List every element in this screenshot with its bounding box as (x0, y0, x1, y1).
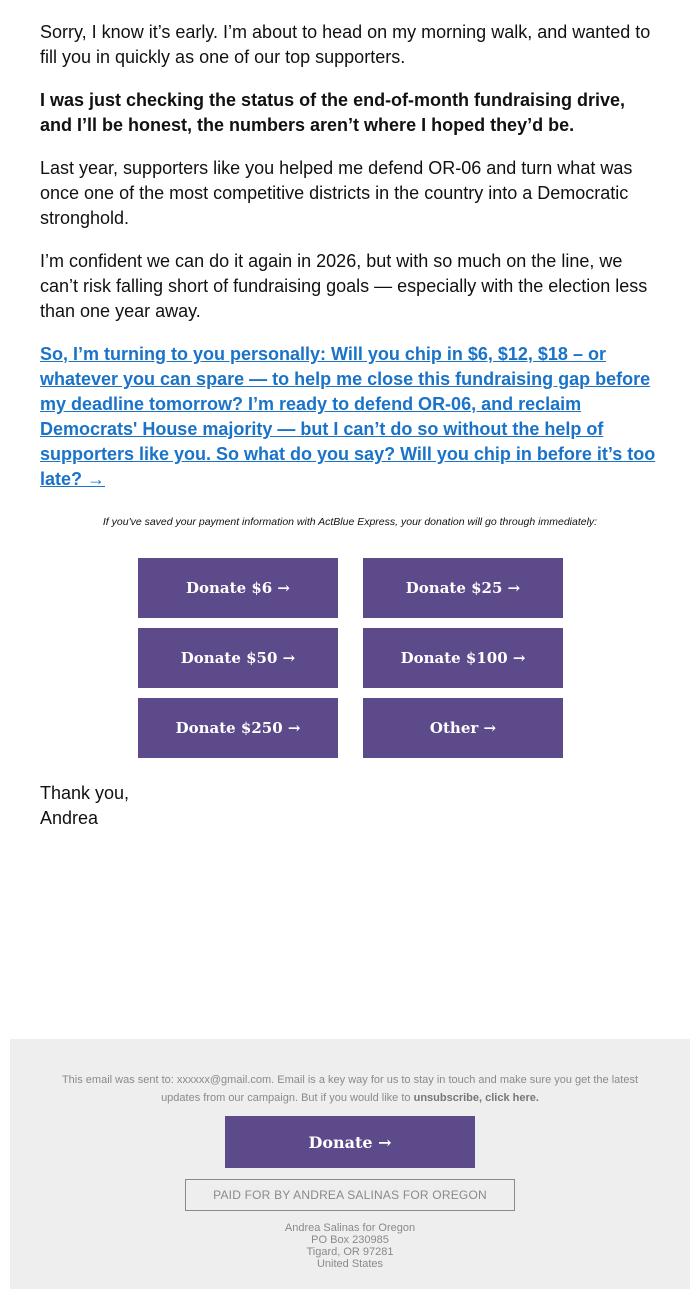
donate-100-button[interactable]: Donate $100 → (363, 628, 563, 688)
footer-sent-to-text: This email was sent to: xxxxxx@gmail.com. Email is a key way for us to stay in touch and make sure you get the latest updates from our campaign. But if you would like to (61, 1074, 639, 1104)
address-line: Tigard, OR 97281 (306, 1246, 394, 1258)
signoff (40, 781, 129, 831)
donate-50-button[interactable]: Donate $50 → (138, 628, 338, 688)
donate-25-button[interactable]: Donate $25 → (363, 558, 563, 618)
signoff-name: Andrea (40, 808, 99, 828)
donate-other-button[interactable]: Other → (363, 698, 563, 758)
donate-6-button[interactable]: Donate $6 → (138, 558, 338, 618)
address-line: United States (316, 1258, 384, 1270)
arrow-right-icon: → (87, 469, 106, 489)
address-line: Andrea Salinas for Oregon (284, 1222, 416, 1234)
email-footer (10, 1039, 690, 1289)
donate-cta-text: So, I’m turning to you personally: Will you chip in $6, $12, $18 – or whatever you can spare — to help me close this fundraising gap before my deadline tomorrow? I’m ready to defend OR-06, and reclaim Democrats' House majority — but I can’t do so without the help of supporters like you. So what do you say? Will you chip in before it’s too late? (40, 344, 656, 489)
unsubscribe-link[interactable]: unsubscribe, click here. (413, 1092, 539, 1104)
confidence-paragraph: I’m confident we can do it again in 2026, but with so much on the line, we can’t risk falling short of fundraising goals — especially with the election less than one year away. (40, 251, 648, 321)
status-paragraph: I was just checking the status of the end-of-month fundraising drive, and I’ll be honest, the numbers aren’t where I hoped they’d be. (40, 90, 626, 135)
history-paragraph: Last year, supporters like you helped me defend OR-06 and turn what was once one of the most competitive districts in the country into a Democratic stronghold. (40, 158, 633, 228)
signoff-thanks: Thank you, (40, 783, 130, 803)
actblue-express-note: If you've saved your payment information with ActBlue Express, your donation will go through immediately: (102, 516, 598, 528)
address-line: PO Box 230985 (311, 1234, 389, 1246)
intro-paragraph: Sorry, I know it’s early. I’m about to head on my morning walk, and wanted to fill you in quickly as one of our top supporters. (40, 22, 651, 67)
footer-sent-to-note (50, 1071, 650, 1107)
paid-for-disclaimer: PAID FOR BY ANDREA SALINAS FOR OREGON (185, 1179, 515, 1211)
donate-250-button[interactable]: Donate $250 → (138, 698, 338, 758)
mailing-address (10, 1222, 690, 1270)
footer-donate-button[interactable]: Donate → (225, 1116, 475, 1168)
donate-cta-link[interactable] (40, 342, 660, 492)
email-body (40, 20, 660, 510)
